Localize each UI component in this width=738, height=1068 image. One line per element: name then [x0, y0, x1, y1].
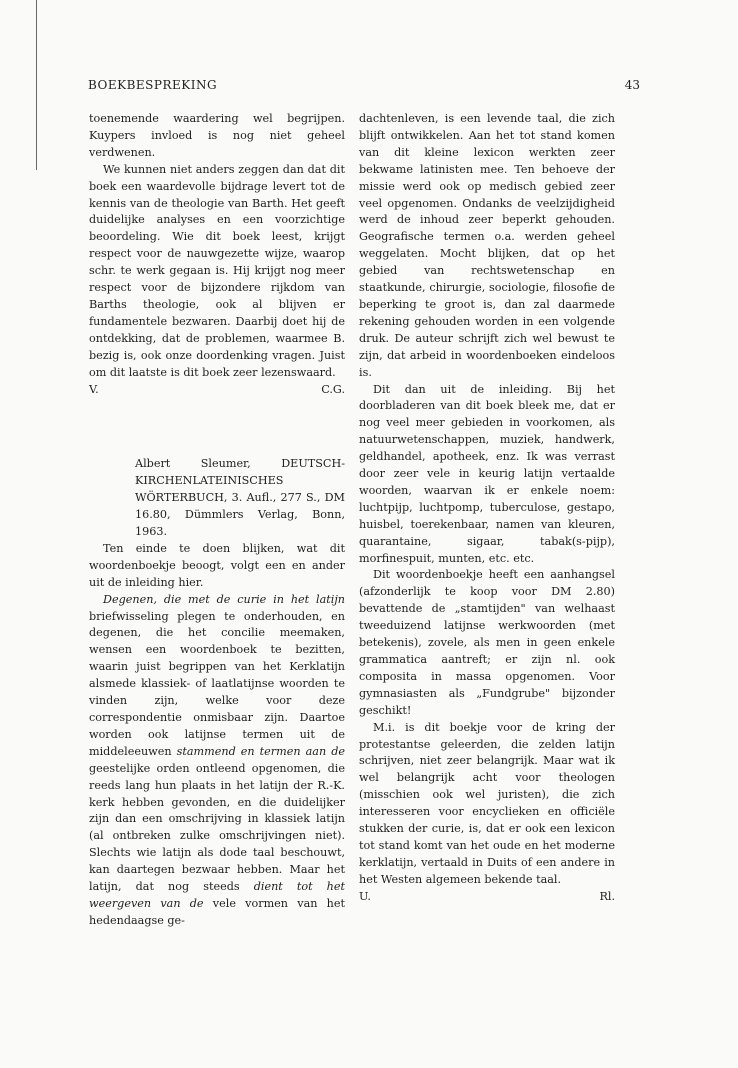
- paragraph: Dit woordenboekje heeft een aanhangsel (afzonderlijk te koop voor DM 2.80) bevattende de „stamtijden" van welhaast tweeduizend latijnse werkwoorden (met betekenis), zovele, als men in geen enkele grammatica aantreft; er zijn nl. ook composita in massa opgenomen. Voor gymnasiasten als „Fundgrube" bijzonder geschikt!: [359, 568, 615, 717]
- paragraph: dachtenleven, is een levende taal, die zich blijft ontwikkelen. Aan het tot stand komen van dit kleine lexicon werkten zeer bekwame latinisten mee. Ten behoeve der missie werd ook op medisch gebied zeer veel opgenomen. Ondanks de veelzijdigheid werd de inhoud zeer beperkt gehouden. Geografische termen o.a. werden geheel weggelaten. Mocht blijken, dat op het gebied van rechtswetenschap en staatkunde, chirurgie, sociologie, filosofie de beperking te groot is, dan zal daarmede rekening gehouden worden in een volgende druk. De auteur schrijft zich wel bewust te zijn, dat arbeid in woordenboeken eindeloos is.: [359, 112, 615, 379]
- paragraph: Ten einde te doen blijken, wat dit woordenboekje beoogt, volgt een en ander uit de inleiding hier.: [89, 541, 345, 589]
- signature-initial: V.: [89, 382, 99, 396]
- running-title: BOEKBESPREKING: [88, 78, 218, 92]
- italic-quote: Degenen, die met de curie in het latijn: [103, 592, 345, 606]
- book-title-line: Albert Sleumer, DEUTSCH-KIRCHENLATEINISCHES: [135, 457, 345, 488]
- italic-text: stammend en termen aan de: [176, 744, 346, 758]
- signature-author: C.G.: [321, 382, 345, 396]
- page-edge-line: [36, 0, 37, 170]
- paragraph: We kunnen niet anders zeggen dan dat dit boek een waardevolle bijdrage levert tot de kennis van de theologie van Barth. Het geeft duidelijke analyses en een voorzichtige beoordeling. Wie dit boek leest, krijgt respect voor de nauwgezette wijze, waarop schr. te werk gegaan is. Hij krijgt nog meer respect voor de bijzondere rijkdom van Barths theologie, ook al blijven er fundamentele bezwaren. Daarbij doet hij de ontdekking, dat de problemen, waarmee B. bezig is, ook onze doordenking vragen. Juist om dit laatste is dit boek zeer lezenswaard.: [89, 162, 345, 379]
- paragraph: toenemende waardering wel begrijpen. Kuypers invloed is nog niet geheel verdwenen.: [89, 112, 345, 159]
- signature: [89, 382, 345, 399]
- book-details: WÖRTERBUCH, 3. Aufl., 277 S., DM 16.80, Dümmlers Verlag, Bonn, 1963.: [135, 491, 345, 539]
- paragraph: Degenen, die met de curie in het latijn briefwisseling plegen te onderhouden, en degenen, die het concilie meemaken, wensen een woordenboek te bezitten, waarin juist begrippen van het Kerklatijn alsmede klassiek- of laatlatijnse woorden te vinden zijn, welke voor deze correspondentie onmisbaar zijn. Daartoe worden ook latijnse termen uit de middeleeuwen stammend en termen aan de geestelijke orden ontleend opgenomen, die reeds lang hun plaats in het latijn der R.-K. kerk hebben gevonden, en die duidelijker zijn dan een omschrijving in klassiek latijn (al ontbreken zulke omschrijvingen niet). Slechts wie latijn als dode taal beschouwt, kan daartegen bezwaar hebben. Maar het latijn, dat nog steeds dient tot het weergeven van de vele vormen van het hedendaagse ge-: [89, 592, 346, 927]
- signature: [359, 889, 615, 906]
- signature-initial: U.: [359, 889, 371, 903]
- page-number: 43: [624, 78, 640, 92]
- running-header: [88, 78, 640, 98]
- paragraph: Dit dan uit de inleiding. Bij het doorbladeren van dit boek bleek me, dat er nog veel meer gebieden in voorkomen, als natuurwetenschappen, muziek, handwerk, geldhandel, apotheek, enz. Ik was verrast door zeer vele in keurig latijn vertaalde woorden, waarvan ik er enkele noem: luchtpijp, luchtpomp, tuberculose, gestapo, huisbel, toerekenbaar, namen van kleuren, quarantaine, sigaar, tabak(s-pijp), morfinespuit, munten, etc. etc.: [359, 382, 615, 565]
- left-column: [89, 111, 345, 930]
- book-citation: [135, 456, 345, 541]
- right-column: [359, 111, 615, 906]
- italic-text: dient tot het weergeven van de: [89, 880, 345, 910]
- paragraph: M.i. is dit boekje voor de kring der protestantse geleerden, die zelden latijn schrijven, niet zeer belangrijk. Maar wat ik wel belangrijk acht voor theologen (misschien ook wel juristen), die zich interesseren voor encyclieken en officiële stukken der curie, is, dat er ook een lexicon tot stand komt van het oude en het moderne kerklatijn, vertaald in Duits of een andere in het Westen algemeen bekende taal.: [359, 720, 615, 886]
- signature-author: Rl.: [599, 889, 615, 903]
